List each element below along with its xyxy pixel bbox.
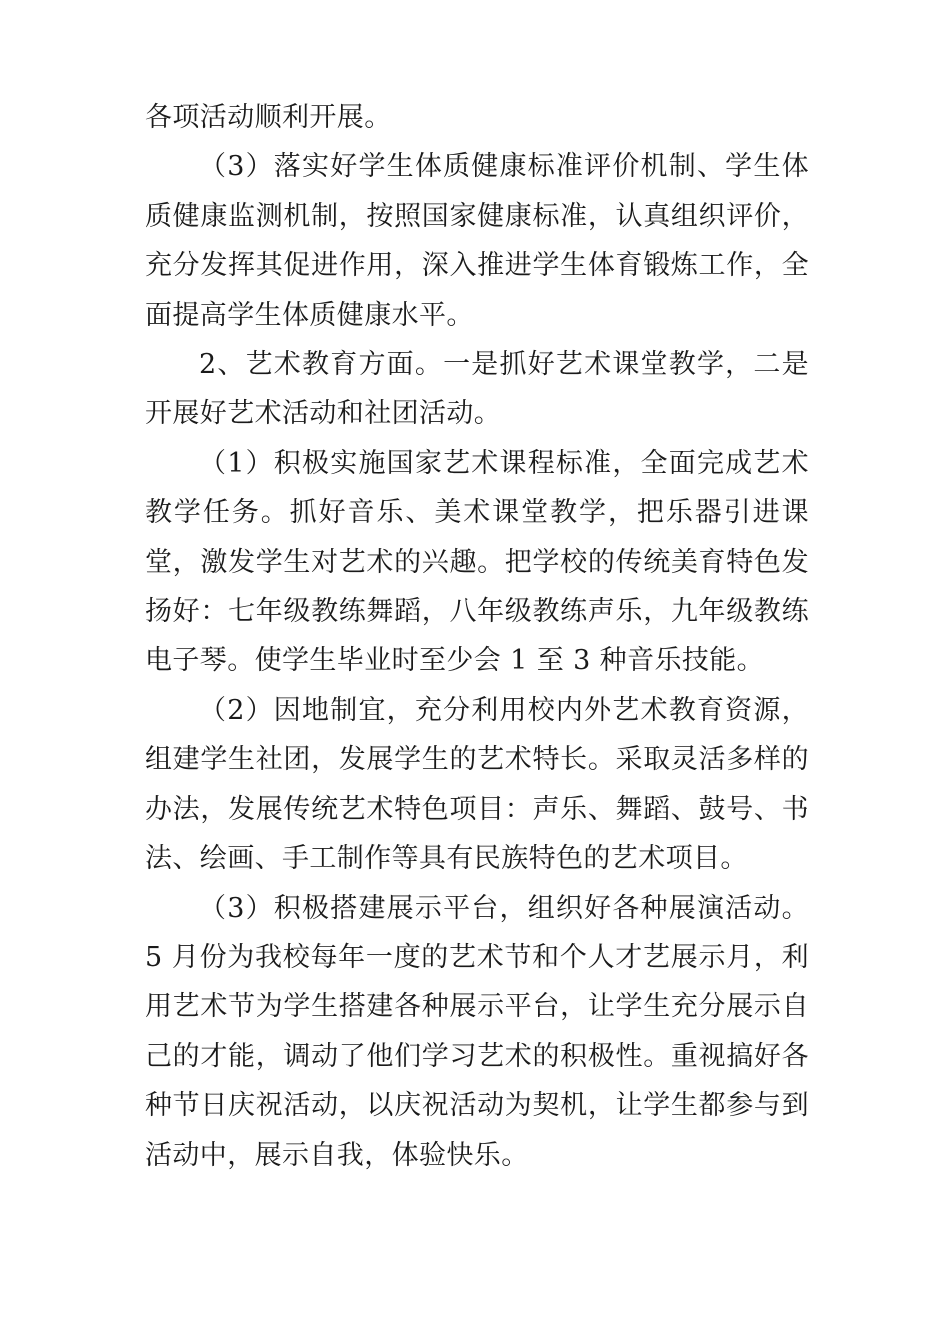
paragraph-art-education-heading: 2、艺术教育方面。一是抓好艺术课堂教学，二是开展好艺术活动和社团活动。 xyxy=(145,349,809,430)
paragraph-art-item-2: （2）因地制宜，充分利用校内外艺术教育资源，组建学生社团，发展学生的艺术特长。采取灵活多样的办法，发展传统艺术特色项目：声乐、舞蹈、鼓号、书法、绘画、手工制作等具有民族特色的艺术项目。 xyxy=(145,694,809,875)
paragraph-pe-item-3: （3）落实好学生体质健康标准评价机制、学生体质健康监测机制，按照国家健康标准，认真组织评价，充分发挥其促进作用，深入推进学生体育锻炼工作，全面提高学生体质健康水平。 xyxy=(145,151,809,331)
document-body xyxy=(145,93,809,1180)
paragraph-art-item-3: （3）积极搭建展示平台，组织好各种展演活动。5 月份为我校每年一度的艺术节和个人才艺展示月，利用艺术节为学生搭建各种展示平台，让学生充分展示自己的才能，调动了他们学习艺术的积极性。重视搞好各种节日庆祝活动，以庆祝活动为契机，让学生都参与到活动中，展示自我，体验快乐。 xyxy=(145,892,809,1171)
paragraph-continuation: 各项活动顺利开展。 xyxy=(145,102,392,133)
paragraph-art-item-1: （1）积极实施国家艺术课程标准，全面完成艺术教学任务。抓好音乐、美术课堂教学，把乐器引进课堂，激发学生对艺术的兴趣。把学校的传统美育特色发扬好：七年级教练舞蹈，八年级教练声乐，九年级教练电子琴。使学生毕业时至少会 1 至 3 种音乐技能。 xyxy=(145,447,809,677)
